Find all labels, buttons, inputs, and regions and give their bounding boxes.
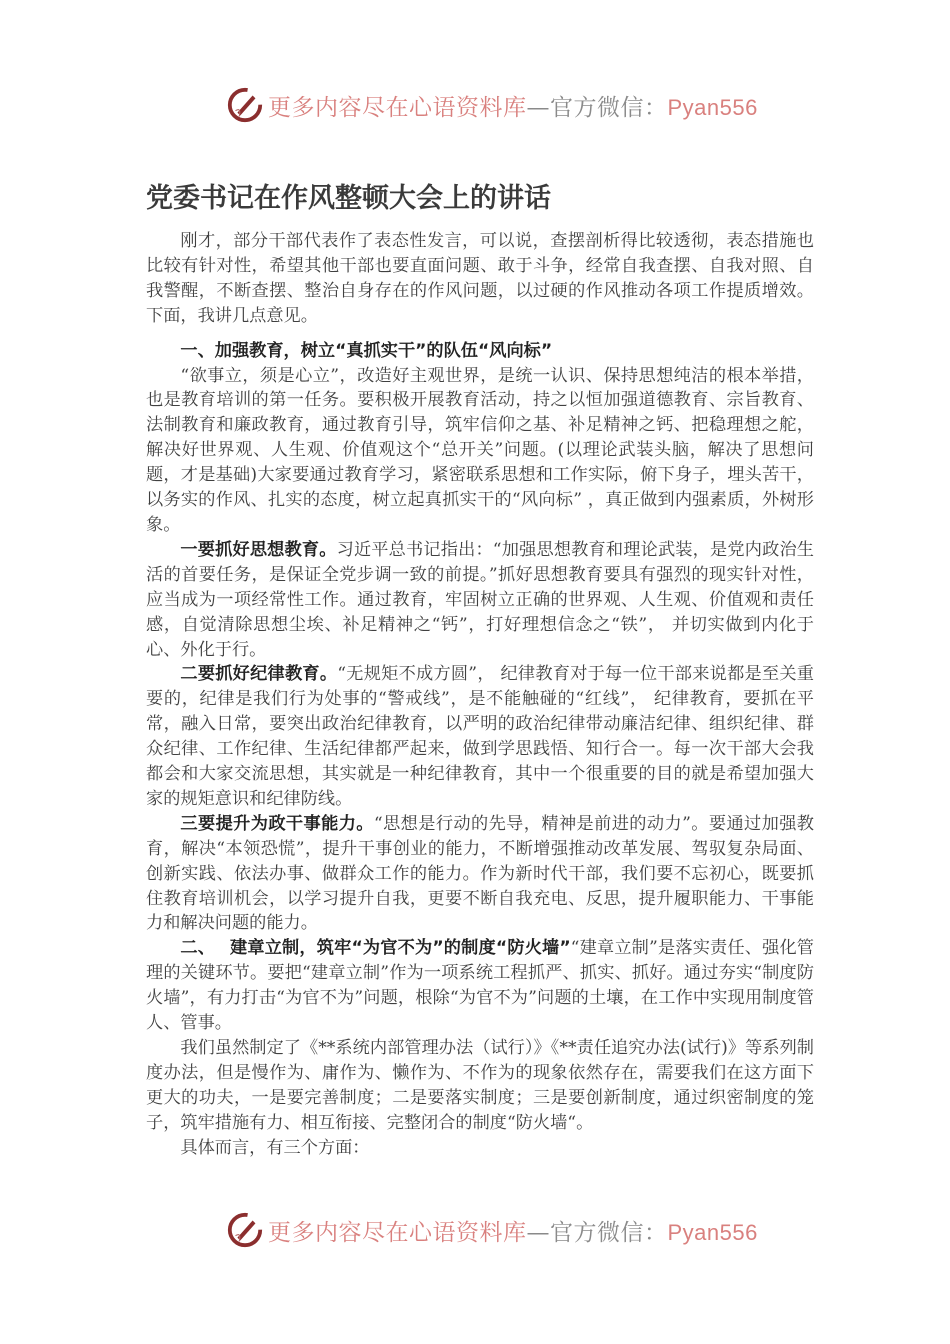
point-1 [146, 538, 814, 663]
point-1-lead: 一要抓好思想教育。 [180, 539, 337, 560]
quill-logo-icon [226, 86, 264, 124]
banner-wechat-label: 官方微信： [550, 1219, 668, 1246]
header-banner [226, 84, 758, 126]
point-2-text: “无规矩不成方圆”， 纪律教育对于每一位干部来说都是至关重要的，纪律是我们行为处事的“警戒线”，是不能触碰的“红线”， 纪律教育，要抓在平常，融入日常，要突出政治纪律教育，以严明的政治纪律带动廉洁纪律、组织纪律、群众纪律、工作纪律、生活纪律都严起来，做到学思践悟、知行合一。每一次干部大会我都会和大家交流思想，其实就是一种纪律教育，其中一个很重要的目的就是希望加强大家的规矩意识和纪律防线。 [146, 664, 814, 809]
banner-wechat-label: 官方微信： [550, 94, 668, 121]
point-3-lead: 三要提升为政干事能力。 [180, 813, 374, 834]
section1-heading: 一、加强教育，树立“真抓实干”的队伍“风向标” [180, 340, 553, 361]
section2-paragraph-2: 我们虽然制定了《**系统内部管理办法（试行）》《**责任追究办法(试行)》等系列制度办法，但是慢作为、庸作为、懒作为、不作为的现象依然存在，需要我们在这方面下更大的功夫，一是要完善制度；二是要落实制度；三是要创新制度，通过织密制度的笼子，筑牢措施有力、相互衔接、完整闭合的制度“防火墙“。 [146, 1038, 814, 1133]
banner-wechat-id: Pyan556 [667, 94, 758, 120]
point-2 [146, 662, 814, 811]
point-1-text: 习近平总书记指出：“加强思想教育和理论武装，是党内政治生活的首要任务，是保证全党步调一致的前提。”抓好思想教育要具有强烈的现实针对性，应当成为一项经常性工作。通过教育，牢固树立正确的世界观、人生观、价值观和责任感，自觉清除思想尘埃、补足精神之“钙”，打好理想信念之“铁”， 并切实做到内化于心、外化于行。 [146, 539, 814, 660]
section2-heading: 二、 建章立制，筑牢“为官不为”的制度“防火墙” [180, 938, 571, 959]
banner-library-text: 更多内容尽在心语资料库 [268, 1219, 527, 1246]
quill-logo-icon [226, 1211, 264, 1249]
point-2-lead: 二要抓好纪律教育。 [180, 664, 338, 685]
banner-library-text: 更多内容尽在心语资料库 [268, 94, 527, 121]
footer-banner [226, 1209, 758, 1251]
banner-wechat-id: Pyan556 [667, 1219, 758, 1245]
section2-paragraph [146, 936, 814, 1036]
section2-body: “建章立制”是落实责任、强化管理的关键环节。要把“建章立制”作为一项系统工程抓严、抓实、抓好。通过夯实“制度防火墙”，有力打击“为官不为”问题，根除“为官不为”问题的土壤，在工作中实现用制度管人、管事。 [146, 938, 814, 1034]
document-body [146, 229, 814, 1161]
banner-dash: — [526, 94, 550, 121]
section1-body: “欲事立，须是心立”，改造好主观世界，是统一认识、保持思想纯洁的根本举措，也是教育培训的第一任务。要积极开展教育活动，持之以恒加强道德教育、宗旨教育、法制教育和廉政教育，通过教育引导，筑牢信仰之基、补足精神之钙、把稳理想之舵，解决好世界观、人生观、价值观这个“总开关”问题。(以理论武装头脑，解决了思想问题，才是基础)大家要通过教育学习，紧密联系思想和工作实际，俯下身子，埋头苦干，以务实的作风、扎实的态度，树立起真抓实干的“风向标” ，真正做到内强素质，外树形象。 [146, 365, 814, 535]
intro-paragraph: 刚才，部分干部代表作了表态性发言，可以说，查摆剖析得比较透彻，表态措施也比较有针对性，希望其他干部也要直面问题、敢于斗争，经常自我查摆、自我对照、自我警醒，不断查摆、整治自身存在的作风问题，以过硬的作风推动各项工作提质增效。下面，我讲几点意见。 [146, 231, 814, 326]
point-3 [146, 812, 814, 937]
document-title: 党委书记在作风整顿大会上的讲话 [146, 183, 551, 214]
banner-dash: — [526, 1219, 550, 1246]
section2-paragraph-3: 具体而言，有三个方面： [180, 1137, 370, 1158]
point-3-text: “思想是行动的先导，精神是前进的动力”。要通过加强教育，解决“本领恐慌”，提升干事创业的能力，不断增强推动改革发展、驾驭复杂局面、创新实践、依法办事、做群众工作的能力。作为新时代干部，我们要不忘初心，既要抓住教育培训机会，以学习提升自我，更要不断自我充电、反思，提升履职能力、干事能力和解决问题的能力。 [146, 813, 814, 934]
